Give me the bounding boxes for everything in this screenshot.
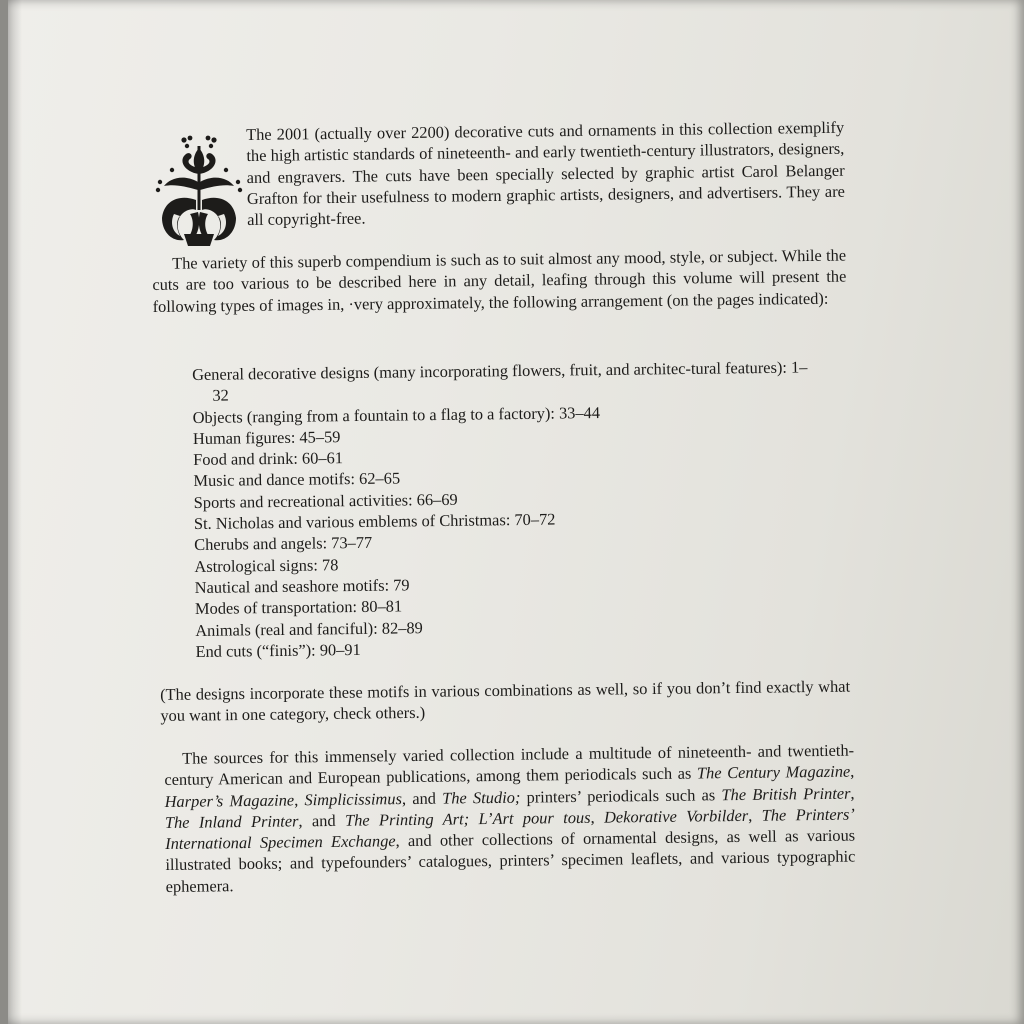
list-item: St. Nicholas and various emblems of Christmas: 70–72 <box>193 509 556 534</box>
list-item: Sports and recreational activities: 66–69 <box>193 489 458 512</box>
periodical-title: Dekorative Vorbilder <box>603 805 749 827</box>
list-item: Animals (real and fanciful): 82–89 <box>195 617 423 640</box>
sources-paragraph <box>164 740 856 897</box>
list-item: Human figures: 45–59 <box>192 427 341 448</box>
periodical-title: The Studio; <box>442 787 521 808</box>
list-item: Food and drink: 60–61 <box>193 448 344 470</box>
sources-span: , and <box>401 788 443 808</box>
sources-span: The sources for this immensely varied collection include a multitude of nineteenth- and twentieth-century American and European publications, among them periodicals such as <box>164 740 855 790</box>
list-item: Objects (ranging from a fountain to a flag to a factory): 33–44 <box>192 402 601 427</box>
intro-text: The 2001 (actually over 2200) decorative cuts and ornaments in this collection exemplify the high artistic standards of nineteenth- and early twentieth-century illustrators, designers, and engravers. The cuts have been specially selected by graphic artist Carol Belanger Grafton for their usefulness to modern graphic artists, designers, and advertisers. They are all copyright-free. <box>246 117 845 230</box>
periodical-title: The Inland Printer <box>164 811 299 832</box>
lily-ornament-icon <box>154 134 246 250</box>
category-list <box>192 356 826 662</box>
sources-span: printers’ periodicals such as <box>520 784 722 807</box>
note-text: (The designs incorporate these motifs in various combinations as well, so if you don’t find exactly what you want in one category, check others.) <box>160 676 851 726</box>
periodical-title: Simplicissimus <box>304 788 403 809</box>
sources-text <box>164 740 856 897</box>
sources-span: , and <box>298 810 346 831</box>
periodical-title: The Printing Art; L’Art pour tous <box>344 807 591 830</box>
list-item: End cuts (“finis”): 90–91 <box>195 639 361 661</box>
sources-span: , <box>850 783 855 803</box>
list-item: Astrological signs: 78 <box>194 554 339 576</box>
sources-span: , <box>850 761 855 781</box>
periodical-title: Harper’s Magazine <box>164 790 295 811</box>
book-page <box>8 0 1024 1024</box>
sources-span: , and other collections of ornamental designs, as well as various illustrated books; and typefounders’ catalogues, printers’ specimen leaflets, and various typographic ephemera. <box>165 825 856 896</box>
periodical-title: The Century Magazine <box>696 761 851 783</box>
list-item: Music and dance motifs: 62–65 <box>193 468 401 491</box>
variety-paragraph <box>152 245 847 317</box>
list-item: Modes of transportation: 80–81 <box>194 596 403 619</box>
sources-span: , <box>590 807 605 827</box>
periodical-title: The British Printer <box>721 783 851 804</box>
list-item: Nautical and seashore motifs: 79 <box>194 575 410 597</box>
list-item: Cherubs and angels: 73–77 <box>194 533 373 555</box>
note-paragraph <box>160 676 850 727</box>
sources-span: , <box>294 789 305 810</box>
variety-text: The variety of this superb compendium is such as to suit almost any mood, style, or subject. While the cuts are too various to be described here in any detail, leafing through this volume will present the following types of images in, ·very approximately, the following arrangement (on the pages indicated): <box>152 245 847 316</box>
periodical-title: The Printers’ International Specimen Exchange <box>165 804 855 854</box>
list-item: General decorative designs (many incorporating flowers, fruit, and architec-tural features): 1–32 <box>192 357 808 406</box>
intro-paragraph <box>246 117 845 231</box>
sources-span: , <box>748 805 762 825</box>
